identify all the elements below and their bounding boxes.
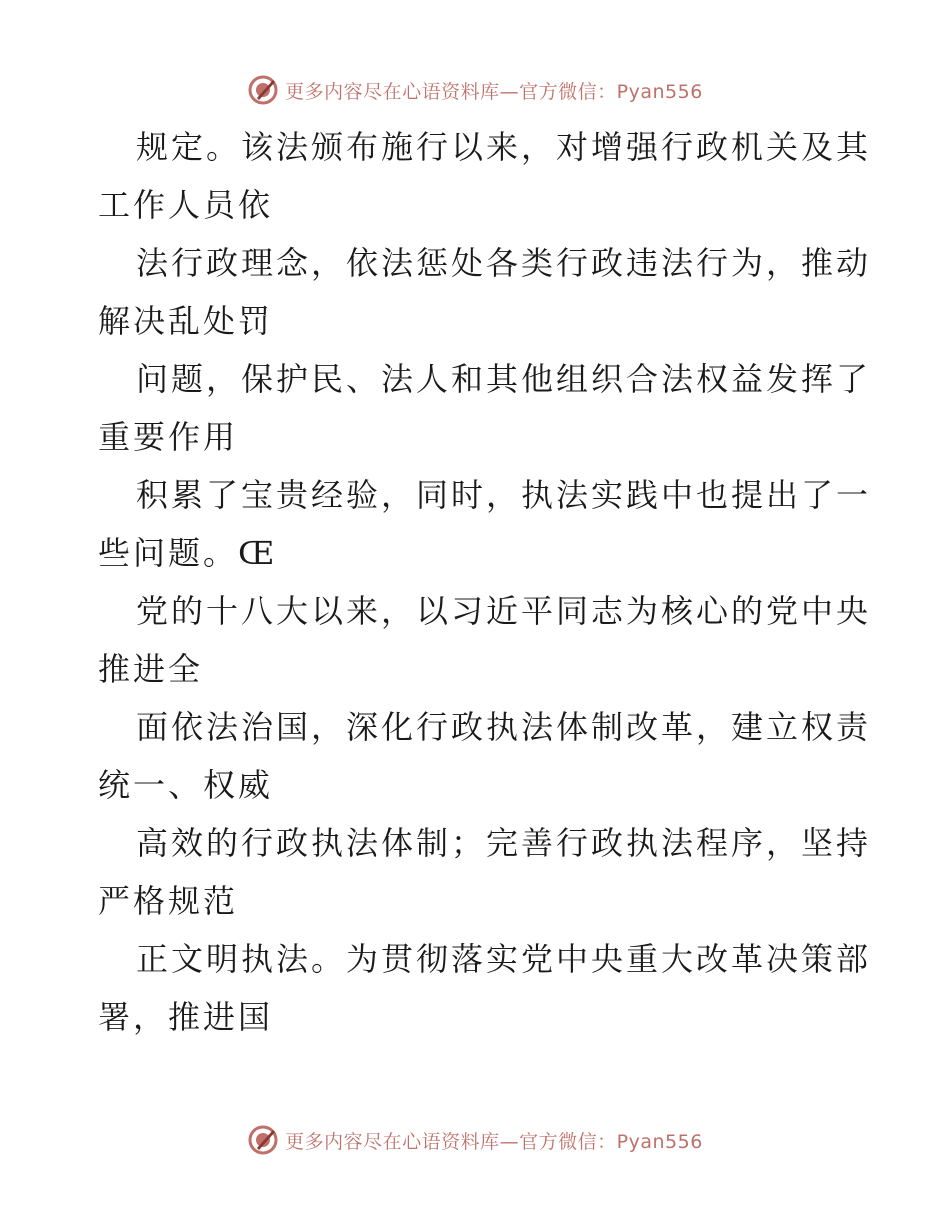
text-line: 面依法治国，深化行政执法体制改革，建立权责	[136, 708, 872, 746]
text-line: 积累了宝贵经验，同时，执法实践中也提出了一	[136, 476, 872, 514]
pen-seal-logo-icon	[247, 1124, 279, 1156]
text-line: 党的十八大以来，以习近平同志为核心的党中央	[136, 592, 872, 630]
text-line: 法行政理念，依法惩处各类行政违法行为，推动	[136, 244, 872, 282]
text-line: 重要作用	[98, 418, 239, 456]
text-line: 问题，保护民、法人和其他组织合法权益发挥了	[136, 360, 872, 398]
document-body	[98, 118, 872, 1046]
text-line: 推进全	[98, 650, 204, 688]
text-line: 规定。该法颁布施行以来，对增强行政机关及其	[136, 128, 872, 166]
text-line: 正文明执法。为贯彻落实党中央重大改革决策部	[136, 940, 872, 978]
text-line: 解决乱处罚	[98, 302, 274, 340]
watermark-text: 更多内容尽在心语资料库—官方微信：Pyan556	[285, 80, 703, 103]
watermark-text: 更多内容尽在心语资料库—官方微信：Pyan556	[285, 1130, 703, 1153]
text-line: 工作人员依	[98, 186, 274, 224]
text-line: 统一、权威	[98, 766, 274, 804]
text-line: 些问题。Œ	[98, 534, 278, 572]
text-line: 严格规范	[98, 882, 239, 920]
header-watermark	[0, 70, 950, 110]
text-line: 署，推进国	[98, 998, 274, 1036]
pen-seal-logo-icon	[247, 74, 279, 106]
text-line: 高效的行政执法体制；完善行政执法程序，坚持	[136, 824, 872, 862]
footer-watermark	[0, 1120, 950, 1160]
